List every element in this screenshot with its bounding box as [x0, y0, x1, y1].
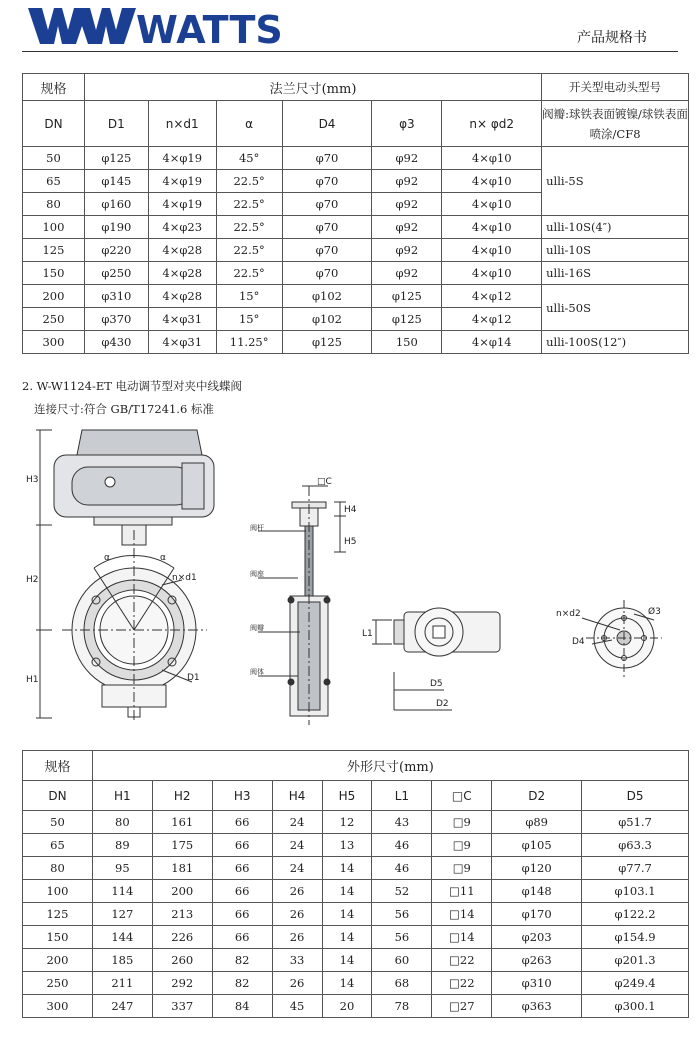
table-cell: 4×φ12 — [442, 285, 542, 308]
table-cell: □11 — [432, 880, 492, 903]
table-cell: 52 — [372, 880, 432, 903]
table-cell: 247 — [92, 995, 152, 1018]
table-cell: 66 — [212, 880, 272, 903]
table-cell: 15° — [216, 285, 282, 308]
col-dn: DN — [23, 101, 85, 147]
table-cell: 14 — [322, 972, 372, 995]
table-cell: φ70 — [282, 170, 372, 193]
table-cell: φ92 — [372, 239, 442, 262]
table-cell: 22.5° — [216, 193, 282, 216]
table-cell: 4×φ28 — [148, 285, 216, 308]
actuator-model: ulli-5S — [542, 147, 689, 216]
label-alpha-right: α — [160, 553, 166, 563]
table-cell: 226 — [152, 926, 212, 949]
label-body: 阀体 — [250, 668, 264, 676]
table-cell: φ125 — [372, 308, 442, 331]
table-row — [23, 285, 689, 308]
table-cell: 80 — [23, 857, 93, 880]
table-cell: φ430 — [84, 331, 148, 354]
label-l1: L1 — [362, 629, 373, 639]
table-cell: 26 — [272, 880, 322, 903]
table-row — [23, 147, 689, 170]
table-cell: φ102 — [282, 308, 372, 331]
column-header: H2 — [152, 781, 212, 811]
table-cell: 150 — [372, 331, 442, 354]
table-cell: 65 — [23, 834, 93, 857]
column-header: D2 — [492, 781, 582, 811]
table-cell: □27 — [432, 995, 492, 1018]
table-cell: □22 — [432, 972, 492, 995]
table-cell: φ263 — [492, 949, 582, 972]
col-alpha: α — [216, 101, 282, 147]
actuator-model: ulli-10S(4″) — [542, 216, 689, 239]
col-nxd1: n×d1 — [148, 101, 216, 147]
table-cell: φ63.3 — [582, 834, 689, 857]
label-alpha-left: α — [104, 553, 110, 563]
actuator-model: ulli-100S(12″) — [542, 331, 689, 354]
table-cell: 60 — [372, 949, 432, 972]
table-cell: 4×φ10 — [442, 216, 542, 239]
table-cell: 24 — [272, 834, 322, 857]
table-cell: 250 — [23, 308, 85, 331]
dims-header: 外形尺寸(mm) — [92, 751, 688, 781]
label-d1: D1 — [187, 673, 200, 683]
label-h3: H3 — [26, 475, 39, 485]
table-cell: 82 — [212, 949, 272, 972]
column-header: H5 — [322, 781, 372, 811]
table-cell: 50 — [23, 811, 93, 834]
column-header: H1 — [92, 781, 152, 811]
table-cell: 127 — [92, 903, 152, 926]
table-cell: □14 — [432, 903, 492, 926]
actuator-header: 开关型电动头型号 — [542, 74, 689, 101]
table-cell: 26 — [272, 972, 322, 995]
table-cell: 65 — [23, 170, 85, 193]
section-subtitle: 连接尺寸:符合 GB/T17241.6 标准 — [34, 402, 214, 416]
table-cell: □9 — [432, 811, 492, 834]
table-cell: φ190 — [84, 216, 148, 239]
table-cell: φ105 — [492, 834, 582, 857]
table-cell: 4×φ28 — [148, 239, 216, 262]
table-cell: 20 — [322, 995, 372, 1018]
table-cell: 22.5° — [216, 239, 282, 262]
table-cell: 46 — [372, 857, 432, 880]
table-cell: 200 — [152, 880, 212, 903]
col-phi3: φ3 — [372, 101, 442, 147]
table-cell: 14 — [322, 880, 372, 903]
table-cell: 100 — [23, 880, 93, 903]
table-cell: 185 — [92, 949, 152, 972]
table-cell: φ250 — [84, 262, 148, 285]
table-cell: φ51.7 — [582, 811, 689, 834]
column-header: DN — [23, 781, 93, 811]
label-d5: D5 — [430, 679, 443, 689]
table-cell: 4×φ10 — [442, 193, 542, 216]
brand-text: WATTS — [136, 8, 283, 52]
table-cell: 4×φ23 — [148, 216, 216, 239]
label-stem: 阀杆 — [250, 524, 264, 532]
table-cell: 4×φ19 — [148, 193, 216, 216]
label-nxd1: n×d1 — [172, 573, 197, 583]
table-cell: 4×φ10 — [442, 170, 542, 193]
table-cell: 150 — [23, 926, 93, 949]
spec-header: 规格 — [23, 74, 85, 101]
column-header: □C — [432, 781, 492, 811]
table-cell: φ300.1 — [582, 995, 689, 1018]
table-cell: φ201.3 — [582, 949, 689, 972]
table-cell: 24 — [272, 857, 322, 880]
table-cell: φ102 — [282, 285, 372, 308]
table-row — [23, 926, 689, 949]
column-header: H4 — [272, 781, 322, 811]
table-cell: 181 — [152, 857, 212, 880]
table-cell: φ70 — [282, 262, 372, 285]
table-cell: φ310 — [492, 972, 582, 995]
table-cell: □9 — [432, 857, 492, 880]
table-cell: 78 — [372, 995, 432, 1018]
table-row — [23, 995, 689, 1018]
table-cell: 68 — [372, 972, 432, 995]
label-h1: H1 — [26, 675, 39, 685]
table-cell: φ89 — [492, 811, 582, 834]
label-disc: 阀瓣 — [250, 624, 264, 632]
label-h5: H5 — [344, 537, 357, 547]
table-cell: 66 — [212, 857, 272, 880]
col-nxd2: n× φd2 — [442, 101, 542, 147]
table-cell: φ160 — [84, 193, 148, 216]
table-cell: 250 — [23, 972, 93, 995]
table-cell: 22.5° — [216, 262, 282, 285]
label-nxd2: n×d2 — [556, 609, 581, 619]
table-cell: 14 — [322, 857, 372, 880]
table-cell: 84 — [212, 995, 272, 1018]
table-cell: φ125 — [282, 331, 372, 354]
table-cell: 12 — [322, 811, 372, 834]
table-cell: φ92 — [372, 147, 442, 170]
document-title: 产品规格书 — [577, 30, 647, 46]
table-cell: 292 — [152, 972, 212, 995]
outline-dimension-table — [22, 750, 689, 1018]
table-cell: 144 — [92, 926, 152, 949]
label-seat: 阀座 — [250, 570, 264, 578]
table-cell: 213 — [152, 903, 212, 926]
table-cell: 82 — [212, 972, 272, 995]
table-cell: 11.25° — [216, 331, 282, 354]
col-d4: D4 — [282, 101, 372, 147]
label-d4: D4 — [572, 637, 585, 647]
table-cell: 337 — [152, 995, 212, 1018]
table-cell: 100 — [23, 216, 85, 239]
table-cell: 4×φ31 — [148, 308, 216, 331]
table-row — [23, 811, 689, 834]
table-cell: φ92 — [372, 262, 442, 285]
table-cell: 211 — [92, 972, 152, 995]
actuator-model: ulli-50S — [542, 285, 689, 331]
watts-logo — [28, 6, 283, 52]
table-row — [23, 880, 689, 903]
table-cell: φ170 — [492, 903, 582, 926]
table-cell: 15° — [216, 308, 282, 331]
table-cell: 95 — [92, 857, 152, 880]
table-cell: φ148 — [492, 880, 582, 903]
table-row — [23, 331, 689, 354]
table-cell: 4×φ19 — [148, 170, 216, 193]
table-cell: 56 — [372, 903, 432, 926]
table-cell: 4×φ28 — [148, 262, 216, 285]
label-h4: H4 — [344, 505, 357, 515]
table-cell: 22.5° — [216, 216, 282, 239]
table-cell: 89 — [92, 834, 152, 857]
column-header: D5 — [582, 781, 689, 811]
table-cell: φ154.9 — [582, 926, 689, 949]
table-cell: □14 — [432, 926, 492, 949]
table-cell: 80 — [23, 193, 85, 216]
table-row — [23, 239, 689, 262]
table-cell: φ363 — [492, 995, 582, 1018]
column-header: L1 — [372, 781, 432, 811]
table-cell: 80 — [92, 811, 152, 834]
column-header: H3 — [212, 781, 272, 811]
table-cell: 50 — [23, 147, 85, 170]
table-cell: 4×φ10 — [442, 262, 542, 285]
table-cell: φ70 — [282, 216, 372, 239]
table-cell: 45 — [272, 995, 322, 1018]
flange-spec-table — [22, 73, 689, 354]
table-cell: φ125 — [84, 147, 148, 170]
table-cell: 26 — [272, 926, 322, 949]
table-cell: 114 — [92, 880, 152, 903]
table-cell: φ92 — [372, 170, 442, 193]
table-row — [23, 834, 689, 857]
table-cell: φ77.7 — [582, 857, 689, 880]
table-cell: φ103.1 — [582, 880, 689, 903]
valve-technical-drawing — [22, 420, 689, 738]
table-cell: 300 — [23, 995, 93, 1018]
label-c: □C — [317, 477, 332, 487]
table-cell: 22.5° — [216, 170, 282, 193]
table-cell: 66 — [212, 903, 272, 926]
table-cell: φ203 — [492, 926, 582, 949]
table-cell: 4×φ12 — [442, 308, 542, 331]
table-cell: 33 — [272, 949, 322, 972]
table-cell: 66 — [212, 834, 272, 857]
table-cell: 300 — [23, 331, 85, 354]
table-cell: 56 — [372, 926, 432, 949]
label-d2: D2 — [436, 699, 449, 709]
table-cell: 4×φ10 — [442, 239, 542, 262]
table-cell: 200 — [23, 949, 93, 972]
table-cell: φ125 — [372, 285, 442, 308]
actuator-cover — [77, 430, 202, 455]
label-h2: H2 — [26, 575, 39, 585]
table-cell: φ122.2 — [582, 903, 689, 926]
table-cell: φ92 — [372, 193, 442, 216]
table-cell: 125 — [23, 903, 93, 926]
table-cell: 4×φ31 — [148, 331, 216, 354]
table-row — [23, 903, 689, 926]
table-row — [23, 262, 689, 285]
table-row — [23, 216, 689, 239]
table-cell: 24 — [272, 811, 322, 834]
table-cell: 4×φ10 — [442, 147, 542, 170]
table-cell: 150 — [23, 262, 85, 285]
actuator-model: ulli-16S — [542, 262, 689, 285]
table-cell: 14 — [322, 949, 372, 972]
table-cell: □22 — [432, 949, 492, 972]
table-row — [23, 857, 689, 880]
table-cell: 4×φ14 — [442, 331, 542, 354]
section-title: 2. W-W1124-ET 电动调节型对夹中线蝶阀 — [22, 379, 243, 393]
table-cell: φ70 — [282, 239, 372, 262]
table-cell: 13 — [322, 834, 372, 857]
table-cell: □9 — [432, 834, 492, 857]
table-cell: 200 — [23, 285, 85, 308]
table-cell: 4×φ19 — [148, 147, 216, 170]
table-cell: 125 — [23, 239, 85, 262]
table-cell: 66 — [212, 926, 272, 949]
table-cell: φ370 — [84, 308, 148, 331]
table-cell: φ70 — [282, 147, 372, 170]
material-note: 阀瓣:球铁表面镀镍/球铁表面喷涂/CF8 — [542, 101, 689, 147]
table-row — [23, 972, 689, 995]
header-divider — [22, 51, 678, 52]
table-cell: 66 — [212, 811, 272, 834]
table-cell: 43 — [372, 811, 432, 834]
table-row — [23, 949, 689, 972]
flange-header: 法兰尺寸(mm) — [84, 74, 541, 101]
table-cell: φ70 — [282, 193, 372, 216]
table-cell: φ220 — [84, 239, 148, 262]
table-cell: φ145 — [84, 170, 148, 193]
table-cell: 260 — [152, 949, 212, 972]
table-cell: 14 — [322, 903, 372, 926]
actuator-model: ulli-10S — [542, 239, 689, 262]
table-cell: 45° — [216, 147, 282, 170]
table-cell: φ310 — [84, 285, 148, 308]
table-cell: 26 — [272, 903, 322, 926]
table-cell: 14 — [322, 926, 372, 949]
table-cell: φ249.4 — [582, 972, 689, 995]
spec-header-2: 规格 — [23, 751, 93, 781]
col-d1: D1 — [84, 101, 148, 147]
label-phi3: Ø3 — [648, 607, 661, 617]
table-cell: 161 — [152, 811, 212, 834]
table-cell: φ120 — [492, 857, 582, 880]
table-cell: 46 — [372, 834, 432, 857]
table-cell: φ92 — [372, 216, 442, 239]
table-cell: 175 — [152, 834, 212, 857]
